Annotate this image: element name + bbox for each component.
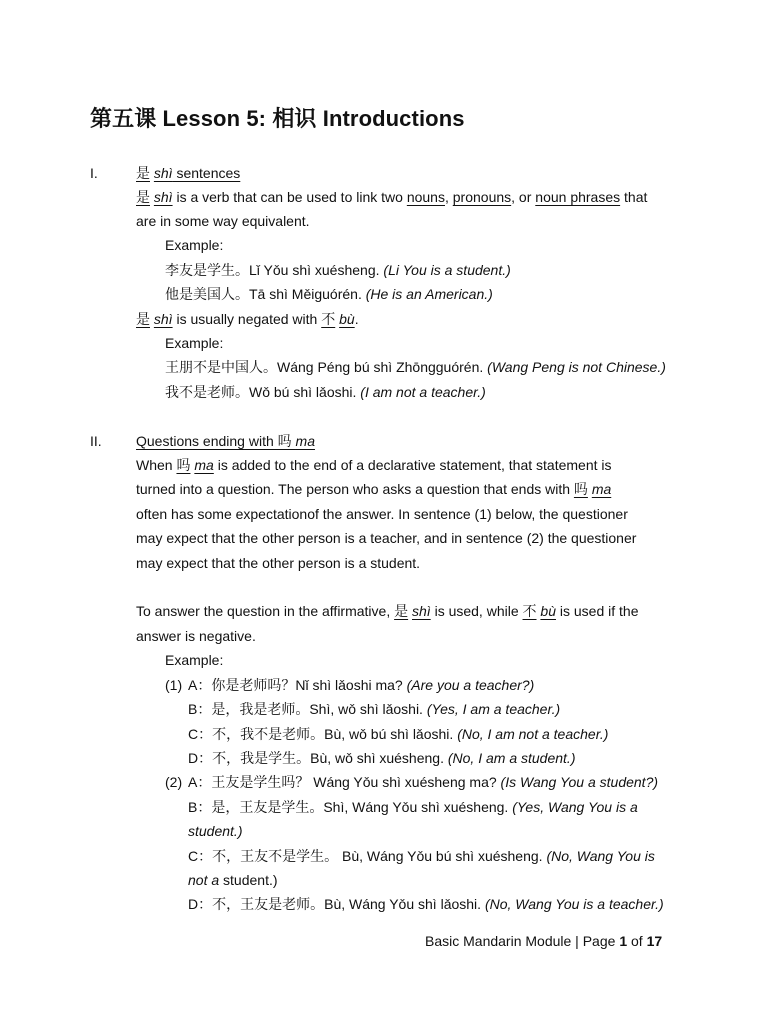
dialogue-1-number: (1) — [165, 677, 183, 693]
example-label: Example: — [165, 652, 224, 668]
dialogue-translation: (No, Wang You is a teacher.) — [484, 896, 664, 912]
dialogue-2-number: (2) — [165, 774, 183, 790]
example-sentence-1 — [165, 260, 511, 280]
dialogue-text: A：王友是学生吗？ Wáng Yǒu shì xuésheng ma? — [188, 774, 501, 790]
example-sentence-3 — [165, 357, 666, 377]
section-1-para-line-1 — [136, 187, 647, 207]
ma-cn: 吗 — [176, 457, 191, 473]
dialogue-translation: (Is Wang You a student?) — [500, 774, 659, 790]
text: is used if the — [555, 603, 639, 619]
bu-pinyin: bù — [540, 603, 556, 619]
heading-ma-pinyin: ma — [295, 433, 315, 449]
dialogue-translation: (Are you a teacher?) — [406, 677, 535, 693]
dialogue-translation-rest: student.) — [219, 872, 278, 888]
dialogue-1-c — [188, 724, 608, 744]
shi-cn: 是 — [136, 311, 150, 327]
dialogue-1-b — [188, 699, 560, 719]
dialogue-2-b-continued: student.) — [188, 823, 243, 839]
dialogue-translation: (No, I am not a teacher.) — [457, 726, 609, 742]
dialogue-translation: (Yes, I am a teacher.) — [426, 701, 561, 717]
text: , or — [511, 189, 536, 205]
heading-sentences: sentences — [172, 165, 241, 181]
shi-pinyin: shì — [412, 603, 431, 619]
section-2-line-5: may expect that the other person is a student. — [136, 555, 421, 571]
example-label: Example: — [165, 335, 224, 351]
negation-line — [136, 309, 359, 329]
page-footer — [425, 931, 662, 951]
page-title: 第五课 Lesson 5: 相识 Introductions — [90, 106, 465, 131]
dialogue-translation: not a — [188, 872, 220, 888]
shi-cn: 是 — [136, 189, 150, 205]
dialogue-translation: (No, Wang You is — [546, 848, 655, 864]
dialogue-text: B：是，我是老师。Shì, wǒ shì lǎoshi. — [188, 701, 427, 717]
text: , — [444, 189, 453, 205]
example-text: 王朋不是中国人。Wáng Péng bú shì Zhōngguórén. — [165, 359, 488, 375]
bu-pinyin: bù — [339, 311, 355, 327]
dialogue-translation: (No, I am a student.) — [447, 750, 576, 766]
footer-label: Basic Mandarin Module | Page — [425, 933, 620, 949]
text: is usually negated with — [172, 311, 322, 327]
text: that — [620, 189, 648, 205]
dialogue-2-b — [188, 797, 638, 817]
dialogue-2-c-continued — [188, 870, 278, 890]
dialogue-1-a — [188, 675, 534, 695]
section-2-line-4: may expect that the other person is a teacher, and in sentence (2) the questioner — [136, 530, 637, 546]
text: is a verb that can be used to link two — [172, 189, 407, 205]
heading-text: Questions ending with 吗 — [136, 433, 296, 449]
section-2-line-7: answer is negative. — [136, 628, 256, 644]
example-translation: (He is an American.) — [365, 286, 493, 302]
example-text: 他是美国人。Tā shì Měiguórén. — [165, 286, 366, 302]
bu-cn: 不 — [321, 311, 336, 327]
ma-pinyin: ma — [591, 481, 612, 497]
example-text: 我不是老师。Wǒ bú shì lǎoshi. — [165, 384, 361, 400]
bu-cn: 不 — [522, 603, 537, 619]
example-label: Example: — [165, 237, 224, 253]
heading-shi-cn: 是 — [136, 165, 150, 181]
section-2-line-2 — [136, 479, 611, 499]
pronouns-term: pronouns — [452, 189, 512, 205]
dialogue-text: B：是，王友是学生。Shì, Wáng Yǒu shì xuésheng. — [188, 799, 513, 815]
dialogue-2-c — [188, 846, 655, 866]
text: is used, while — [430, 603, 523, 619]
dialogue-translation: (Yes, Wang You is a — [512, 799, 638, 815]
ma-pinyin: ma — [194, 457, 214, 473]
dialogue-1-d — [188, 748, 575, 768]
section-1-para-line-2: are in some way equivalent. — [136, 213, 310, 229]
dialogue-text: D：不，王友是老师。Bù, Wáng Yǒu shì lǎoshi. — [188, 896, 485, 912]
dialogue-2-a — [188, 772, 658, 792]
footer-of: of — [627, 933, 647, 949]
section-2-line-1 — [136, 455, 612, 475]
section-2-heading — [136, 431, 315, 451]
heading-shi-pinyin: shì — [153, 165, 173, 181]
section-2-number: II. — [90, 433, 102, 449]
section-2-line-3: often has some expectationof the answer. In sentence (1) below, the questioner — [136, 506, 628, 522]
nouns-term: nouns — [406, 189, 445, 205]
page-total: 17 — [646, 933, 663, 949]
shi-pinyin: shì — [153, 311, 173, 327]
text: When — [136, 457, 177, 473]
text: is added to the end of a declarative statement, that statement is — [213, 457, 612, 473]
text: To answer the question in the affirmative, — [136, 603, 395, 619]
example-translation: (Wang Peng is not Chinese.) — [487, 359, 666, 375]
example-translation: (Li You is a student.) — [383, 262, 511, 278]
page-number: 1 — [619, 933, 628, 949]
example-sentence-4 — [165, 382, 486, 402]
ma-cn: 吗 — [573, 481, 588, 497]
dialogue-text: C：不，王友不是学生。 Bù, Wáng Yǒu bú shì xuésheng. — [188, 848, 547, 864]
dialogue-text: A：你是老师吗？Nǐ shì lǎoshi ma? — [188, 677, 407, 693]
dialogue-2-d — [188, 894, 664, 914]
text: turned into a question. The person who asks a question that ends with — [136, 481, 574, 497]
shi-pinyin: shì — [153, 189, 173, 205]
section-2-line-6 — [136, 601, 638, 621]
shi-cn: 是 — [394, 603, 409, 619]
section-1-heading — [136, 163, 240, 183]
dialogue-text: D：不，我是学生。Bù, wǒ shì xuésheng. — [188, 750, 448, 766]
text: . — [354, 311, 359, 327]
example-translation: (I am not a teacher.) — [360, 384, 486, 400]
section-1-number: I. — [90, 165, 98, 181]
example-text: 李友是学生。Lǐ Yǒu shì xuésheng. — [165, 262, 384, 278]
dialogue-text: C：不，我不是老师。Bù, wǒ bú shì lǎoshi. — [188, 726, 458, 742]
noun-phrases-term: noun phrases — [535, 189, 621, 205]
example-sentence-2 — [165, 284, 493, 304]
